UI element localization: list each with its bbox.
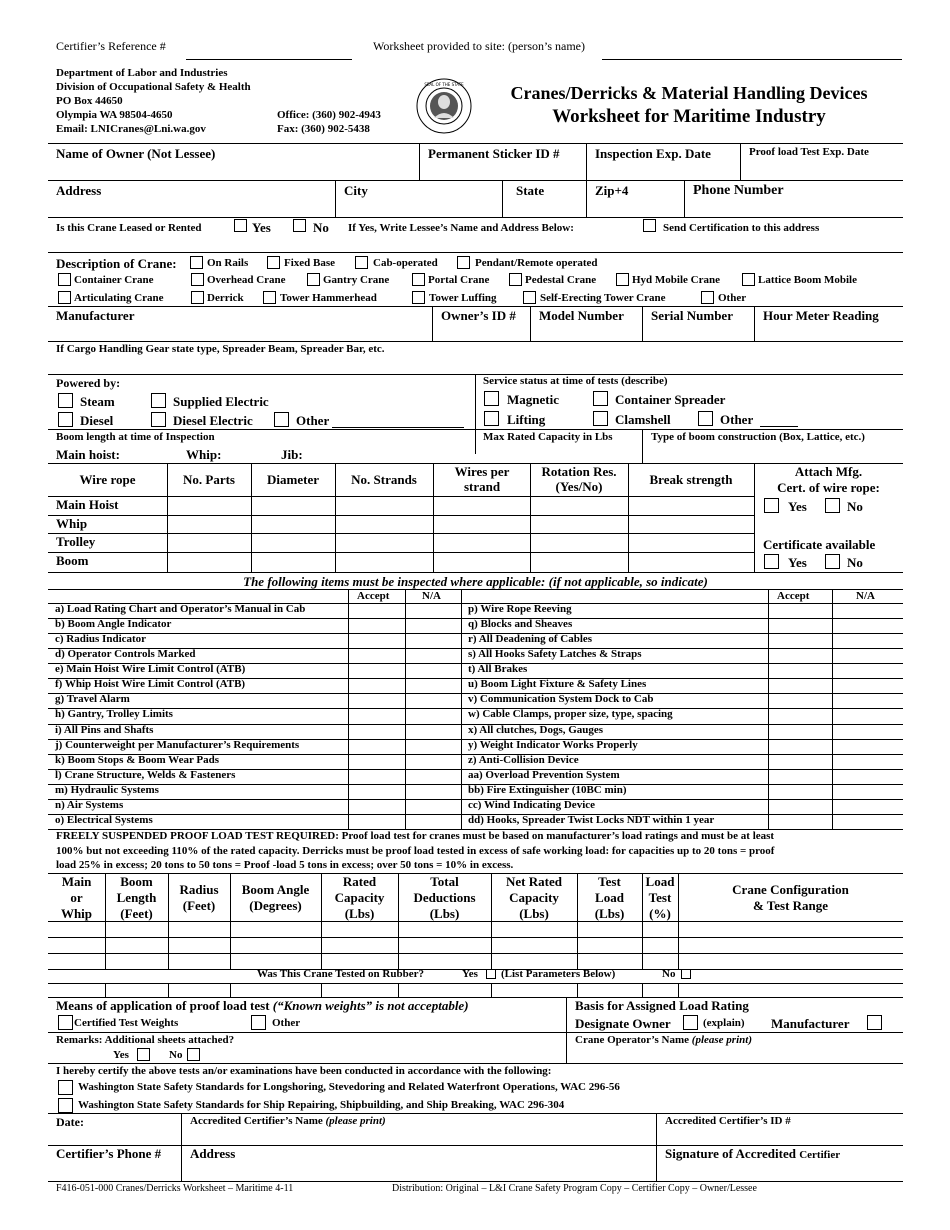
attach-mfg-label: Attach Mfg. <box>794 464 863 479</box>
description-label: Description of Crane: <box>56 256 177 271</box>
inspection-exp-label: Inspection Exp. Date <box>595 146 711 161</box>
other-crane-checkbox[interactable] <box>701 291 714 304</box>
rubber-no-checkbox[interactable] <box>681 969 691 979</box>
certifier-phone-label: Certifier’s Phone # <box>56 1146 162 1161</box>
proof-header-cell <box>642 874 678 922</box>
proof-header-cell <box>105 874 168 922</box>
accept-cell-right[interactable] <box>768 633 832 648</box>
boom-length-label: Boom length at time of Inspection <box>56 431 215 443</box>
wire-header-parts: No. Parts <box>183 472 235 487</box>
inspection-item-right: p) Wire Rope Reeving <box>468 603 572 615</box>
diesel-electric-checkbox[interactable] <box>151 412 166 427</box>
state-label: State <box>516 183 545 198</box>
proof-header-text: (Lbs) <box>594 906 625 921</box>
cargo-gear-label: If Cargo Handling Gear state type, Spreader Beam, Spreader Bar, etc. <box>56 343 385 355</box>
model-number-label: Model Number <box>539 308 624 323</box>
na-cell-left[interactable] <box>405 724 461 739</box>
accept-cell-left[interactable] <box>348 663 405 678</box>
cert-available-label: Certificate available <box>763 537 876 552</box>
whip-label: Whip: <box>186 447 222 462</box>
accept-cell-right[interactable] <box>768 799 832 814</box>
cert-avail-yes-label: Yes <box>788 555 807 570</box>
lifting-checkbox[interactable] <box>484 411 499 426</box>
steam-label: Steam <box>80 394 115 409</box>
inspection-title: The following items must be inspected where applicable: (if not applicable, so indicate) <box>243 574 708 589</box>
certified-weights-checkbox[interactable] <box>58 1015 73 1030</box>
proof-header-text: or <box>70 890 83 905</box>
inspection-item-left: h) Gantry, Trolley Limits <box>55 708 173 720</box>
cert-wire-yes-label: Yes <box>788 499 807 514</box>
accept-cell-left[interactable] <box>348 633 405 648</box>
phone-label: Phone Number <box>693 183 784 198</box>
svg-text:SEAL OF THE STATE: SEAL OF THE STATE <box>424 82 464 87</box>
pendant-remote-checkbox[interactable] <box>457 256 470 269</box>
inspection-item-left: k) Boom Stops & Boom Wear Pads <box>55 754 220 766</box>
worksheet-site-field[interactable] <box>602 59 902 60</box>
inspection-item-left: g) Travel Alarm <box>55 693 130 705</box>
na-cell-left[interactable] <box>405 693 461 708</box>
wire-row-main-hoist: Main Hoist <box>56 497 119 512</box>
inspection-item-right: z) Anti-Collision Device <box>468 754 579 766</box>
proof-load-exp-label: Proof load Test Exp. Date <box>749 146 869 158</box>
accept-cell-right[interactable] <box>768 769 832 784</box>
proof-header-text: Test <box>598 874 621 889</box>
certifier-address-label: Address <box>190 1146 236 1161</box>
wire-row-boom: Boom <box>56 553 89 568</box>
inspection-item-left: o) Electrical Systems <box>55 814 153 826</box>
cert-wire-no-label: No <box>847 499 863 514</box>
on-rails-checkbox[interactable] <box>190 256 203 269</box>
tower-luffing-checkbox[interactable] <box>412 291 425 304</box>
service-other-label: Other <box>720 412 754 427</box>
proof-header-text: Radius <box>179 882 219 897</box>
na-cell-right[interactable] <box>832 799 903 814</box>
accept-cell-left[interactable] <box>348 708 405 723</box>
proof-header-text: (Feet) <box>182 898 216 913</box>
derrick-label: Derrick <box>207 292 244 304</box>
na-cell-right[interactable] <box>832 693 903 708</box>
accept-cell-right[interactable] <box>768 754 832 769</box>
send-cert-label: Send Certification to this address <box>663 222 820 234</box>
proof-header-text: Capacity <box>509 890 559 905</box>
inspection-item-right: dd) Hooks, Spreader Twist Locks NDT within 1 year <box>468 814 715 826</box>
proof-header-cell <box>491 874 577 922</box>
accept-cell-right[interactable] <box>768 693 832 708</box>
wire-header-break: Break strength <box>649 472 733 487</box>
zip-label: Zip+4 <box>595 183 629 198</box>
lattice-boom-checkbox[interactable] <box>742 273 755 286</box>
proof-header-text: Net Rated <box>506 874 562 889</box>
proof-header-text: Capacity <box>334 890 385 905</box>
cab-operated-label: Cab-operated <box>373 257 438 269</box>
inspection-item-left: c) Radius Indicator <box>55 633 147 645</box>
proof-header-text: (Degrees) <box>249 898 302 913</box>
wire-header-strands: No. Strands <box>351 472 417 487</box>
inspection-item-right: cc) Wind Indicating Device <box>468 799 596 811</box>
hyd-mobile-crane-label: Hyd Mobile Crane <box>632 274 720 286</box>
na-cell-left[interactable] <box>405 648 461 663</box>
proof-header-text: Test <box>648 890 672 905</box>
na-cell-right[interactable] <box>832 814 903 829</box>
proof-header-text: Whip <box>60 906 93 921</box>
rubber-question: Was This Crane Tested on Rubber? <box>257 968 424 980</box>
remarks-yes-checkbox[interactable] <box>137 1048 150 1061</box>
designate-owner-label: Designate Owner <box>575 1016 671 1031</box>
na-cell-left[interactable] <box>405 814 461 829</box>
accept-cell-left[interactable] <box>348 603 405 618</box>
na-cell-right[interactable] <box>832 784 903 799</box>
cert-wire-no-checkbox[interactable] <box>825 498 840 513</box>
form-title-line1: Cranes/Derricks & Material Handling Devices <box>510 83 868 103</box>
city-zip: Olympia WA 98504-4650 <box>56 109 173 121</box>
distribution: Distribution: Original – L&I Crane Safety Program Copy – Certifier Copy – Owner/Lessee <box>392 1183 757 1194</box>
magnetic-checkbox[interactable] <box>484 391 499 406</box>
accept-cell-right[interactable] <box>768 724 832 739</box>
cert-wire-yes-checkbox[interactable] <box>764 498 779 513</box>
leased-no-checkbox[interactable] <box>293 219 306 232</box>
diesel-electric-label: Diesel Electric <box>173 413 253 428</box>
proof-header-cell <box>577 874 642 922</box>
jib-label: Jib: <box>281 447 303 462</box>
wire-row-whip: Whip <box>56 516 88 531</box>
division-name: Division of Occupational Safety & Health <box>56 81 251 93</box>
proof-header-text: (Feet) <box>120 906 153 921</box>
certify-statement: I hereby certify the above tests an/or examinations have been conducted in accordance with the following: <box>56 1065 552 1077</box>
means-other-label: Other <box>272 1017 301 1029</box>
na-cell-right[interactable] <box>832 633 903 648</box>
proof-header-text: Load <box>645 874 675 889</box>
cert-avail-no-label: No <box>847 555 863 570</box>
accept-cell-left[interactable] <box>348 724 405 739</box>
sticker-id-label: Permanent Sticker ID # <box>428 146 560 161</box>
form-title-line2: Worksheet for Maritime Industry <box>552 106 826 127</box>
rubber-yes-checkbox[interactable] <box>486 969 496 979</box>
na-cell-right[interactable] <box>832 754 903 769</box>
basis-manufacturer-checkbox[interactable] <box>867 1015 882 1030</box>
inspection-item-right: t) All Brakes <box>468 663 528 675</box>
date-label: Date: <box>56 1115 84 1129</box>
fixed-base-checkbox[interactable] <box>267 256 280 269</box>
na-header-left: N/A <box>422 590 441 602</box>
accept-cell-right[interactable] <box>768 814 832 829</box>
service-other-checkbox[interactable] <box>698 411 713 426</box>
steam-checkbox[interactable] <box>58 393 73 408</box>
na-cell-left[interactable] <box>405 739 461 754</box>
accept-cell-right[interactable] <box>768 603 832 618</box>
wac-296-304-label: Washington State Safety Standards for Ship Repairing, Shipbuilding, and Ship Breaking, WAC 296-304 <box>78 1099 565 1111</box>
accept-cell-left[interactable] <box>348 739 405 754</box>
proof-header-text: (Lbs) <box>429 906 460 921</box>
powered-by-label: Powered by: <box>56 376 121 390</box>
other-crane-label: Other <box>718 292 747 304</box>
address-label: Address <box>56 183 102 198</box>
certifier-id-label: Accredited Certifier’s ID # <box>665 1115 791 1127</box>
means-label: Means of application of proof load test (“Known weights” is not acceptable) <box>56 998 469 1013</box>
proof-header-text: Rated <box>342 874 377 889</box>
accept-cell-left[interactable] <box>348 648 405 663</box>
tower-hammerhead-label: Tower Hammerhead <box>280 292 377 304</box>
container-crane-checkbox[interactable] <box>58 273 71 286</box>
na-cell-left[interactable] <box>405 603 461 618</box>
main-hoist-label: Main hoist: <box>56 447 120 462</box>
inspection-item-left: m) Hydraulic Systems <box>55 784 159 796</box>
po-box: PO Box 44650 <box>56 95 123 107</box>
power-other-field[interactable] <box>332 427 464 428</box>
na-cell-right[interactable] <box>832 618 903 633</box>
na-cell-left[interactable] <box>405 754 461 769</box>
accept-cell-left[interactable] <box>348 693 405 708</box>
gantry-crane-checkbox[interactable] <box>307 273 320 286</box>
na-cell-left[interactable] <box>405 663 461 678</box>
inspection-item-left: a) Load Rating Chart and Operator’s Manual in Cab <box>55 603 306 615</box>
proof-header-text: Total <box>430 874 459 889</box>
remarks-label: Remarks: Additional sheets attached? <box>56 1034 235 1046</box>
proof-header-cell <box>398 874 491 922</box>
proof-header-text: (%) <box>649 906 671 921</box>
derrick-checkbox[interactable] <box>191 291 204 304</box>
inspection-item-right: u) Boom Light Fixture & Safety Lines <box>468 678 647 690</box>
power-other-checkbox[interactable] <box>274 412 289 427</box>
self-erecting-checkbox[interactable] <box>523 291 536 304</box>
proof-header-text: & Test Range <box>752 898 829 913</box>
leased-yes-label: Yes <box>252 220 271 235</box>
rubber-list-label: (List Parameters Below) <box>501 968 616 980</box>
overhead-crane-checkbox[interactable] <box>191 273 204 286</box>
overhead-crane-label: Overhead Crane <box>207 274 286 286</box>
proof-header-text: (Lbs) <box>344 906 375 921</box>
na-cell-right[interactable] <box>832 708 903 723</box>
fixed-base-label: Fixed Base <box>284 257 336 269</box>
certified-weights-label: Certified Test Weights <box>74 1017 179 1029</box>
inspection-item-left: d) Operator Controls Marked <box>55 648 196 660</box>
inspection-item-right: aa) Overload Prevention System <box>468 769 620 781</box>
rubber-yes-label: Yes <box>462 968 478 980</box>
na-cell-right[interactable] <box>832 663 903 678</box>
na-cell-left[interactable] <box>405 784 461 799</box>
means-other-checkbox[interactable] <box>251 1015 266 1030</box>
service-other-field[interactable] <box>760 426 798 427</box>
portal-crane-checkbox[interactable] <box>412 273 425 286</box>
proof-header-cell <box>168 882 230 914</box>
self-erecting-label: Self-Erecting Tower Crane <box>540 292 666 304</box>
inspection-item-left: i) All Pins and Shafts <box>55 724 154 736</box>
accept-cell-right[interactable] <box>768 618 832 633</box>
worksheet-site-label: Worksheet provided to site: (person’s name) <box>373 39 585 53</box>
accept-cell-left[interactable] <box>348 814 405 829</box>
power-other-label: Other <box>296 413 330 428</box>
email: Email: LNICranes@Lni.wa.gov <box>56 123 206 135</box>
remarks-no-label: No <box>169 1049 183 1061</box>
proof-header-text: Boom <box>120 874 153 889</box>
accept-cell-left[interactable] <box>348 769 405 784</box>
inspection-item-right: y) Weight Indicator Works Properly <box>468 739 638 751</box>
na-cell-right[interactable] <box>832 739 903 754</box>
cab-operated-checkbox[interactable] <box>355 256 368 269</box>
inspection-item-left: e) Main Hoist Wire Limit Control (ATB) <box>55 663 246 675</box>
tower-luffing-label: Tower Luffing <box>429 292 497 304</box>
designate-owner-checkbox[interactable] <box>683 1015 698 1030</box>
accept-cell-right[interactable] <box>768 678 832 693</box>
wire-header-rotation: Rotation Res. (Yes/No) <box>541 464 617 494</box>
inspection-table <box>48 603 903 829</box>
na-cell-left[interactable] <box>405 769 461 784</box>
manufacturer-label: Manufacturer <box>56 308 135 323</box>
remarks-no-checkbox[interactable] <box>187 1048 200 1061</box>
certifier-reference-label: Certifier’s Reference # <box>56 39 166 53</box>
cert-wire-label: Cert. of wire rope: <box>777 480 880 495</box>
owner-id-label: Owner’s ID # <box>441 308 516 323</box>
inspection-item-left: n) Air Systems <box>55 799 124 811</box>
inspection-item-right: bb) Fire Extinguisher (10BC min) <box>468 784 627 796</box>
proof-header-cell <box>321 874 398 922</box>
boom-type-label: Type of boom construction (Box, Lattice, etc.) <box>651 431 865 443</box>
inspection-item-right: s) All Hooks Safety Latches & Straps <box>468 648 642 660</box>
city-label: City <box>344 183 368 198</box>
accept-cell-left[interactable] <box>348 799 405 814</box>
portal-crane-label: Portal Crane <box>428 274 490 286</box>
hour-meter-label: Hour Meter Reading <box>763 308 879 323</box>
proof-header-text: Main <box>61 874 92 889</box>
diesel-label: Diesel <box>80 413 114 428</box>
leased-question: Is this Crane Leased or Rented <box>56 222 202 234</box>
articulating-crane-checkbox[interactable] <box>58 291 71 304</box>
proof-header-cell <box>48 874 105 922</box>
na-cell-left[interactable] <box>405 708 461 723</box>
container-crane-label: Container Crane <box>74 274 154 286</box>
pedestal-crane-label: Pedestal Crane <box>525 274 597 286</box>
accept-cell-left[interactable] <box>348 618 405 633</box>
certifier-name-label: Accredited Certifier’s Name (please print) <box>190 1115 386 1127</box>
leased-no-label: No <box>313 220 329 235</box>
inspection-item-left: b) Boom Angle Indicator <box>55 618 172 630</box>
rubber-no-label: No <box>662 968 676 980</box>
na-cell-right[interactable] <box>832 648 903 663</box>
fax-number: Fax: (360) 902-5438 <box>277 123 370 135</box>
max-capacity-label: Max Rated Capacity in Lbs <box>483 431 613 443</box>
service-status-label: Service status at time of tests (describe) <box>483 375 668 387</box>
lessee-instruction: If Yes, Write Lessee’s Name and Address Below: <box>348 222 574 234</box>
na-cell-right[interactable] <box>832 769 903 784</box>
remarks-yes-label: Yes <box>113 1049 129 1061</box>
send-cert-checkbox[interactable] <box>643 219 656 232</box>
pedestal-crane-checkbox[interactable] <box>509 273 522 286</box>
wire-row-trolley: Trolley <box>56 534 96 549</box>
diesel-checkbox[interactable] <box>58 412 73 427</box>
wire-header-rope: Wire rope <box>79 472 136 487</box>
accept-cell-left[interactable] <box>348 678 405 693</box>
accept-header-left: Accept <box>357 590 390 602</box>
proof-text-line2: 100% but not exceeding 110% of the rated capacity. Derricks must be proof load tested in excess of safe working load: for capacities up to 20 tons = proof <box>56 845 775 857</box>
cert-avail-yes-checkbox[interactable] <box>764 554 779 569</box>
accept-cell-right[interactable] <box>768 784 832 799</box>
washington-state-seal <box>416 78 472 134</box>
serial-number-label: Serial Number <box>651 308 733 323</box>
inspection-item-left: f) Whip Hoist Wire Limit Control (ATB) <box>55 678 246 690</box>
clamshell-label: Clamshell <box>615 412 671 427</box>
cert-avail-no-checkbox[interactable] <box>825 554 840 569</box>
na-cell-left[interactable] <box>405 633 461 648</box>
inspection-item-right: v) Communication System Dock to Cab <box>468 693 654 705</box>
proof-header-text: Length <box>116 890 157 905</box>
accept-header-right: Accept <box>777 590 810 602</box>
proof-header-text: Deductions <box>413 890 476 905</box>
explain-label: (explain) <box>703 1017 745 1029</box>
lattice-boom-label: Lattice Boom Mobile <box>758 274 857 286</box>
proof-header-cell <box>230 882 321 914</box>
inspection-item-right: w) Cable Clamps, proper size, type, spacing <box>468 708 673 720</box>
inspection-item-left: l) Crane Structure, Welds & Fasteners <box>55 769 236 781</box>
container-spreader-checkbox[interactable] <box>593 391 608 406</box>
proof-text-line3: load 25% in excess; 20 tons to 50 tons = Proof -load 5 tons in excess; over 50 tons = 10% in excess. <box>56 859 514 871</box>
wac-296-56-label: Washington State Safety Standards for Longshoring, Stevedoring and Related Waterfront Operations, WAC 296-56 <box>78 1081 620 1093</box>
inspection-item-right: r) All Deadening of Cables <box>468 633 593 645</box>
na-cell-left[interactable] <box>405 618 461 633</box>
pendant-remote-label: Pendant/Remote operated <box>475 257 598 269</box>
wire-header-diameter: Diameter <box>267 472 319 487</box>
office-phone: Office: (360) 902-4943 <box>277 109 381 121</box>
clamshell-checkbox[interactable] <box>593 411 608 426</box>
inspection-item-left: j) Counterweight per Manufacturer’s Requirements <box>55 739 300 751</box>
accept-cell-left[interactable] <box>348 754 405 769</box>
na-cell-left[interactable] <box>405 799 461 814</box>
owner-name-label: Name of Owner (Not Lessee) <box>56 146 216 161</box>
accept-cell-left[interactable] <box>348 784 405 799</box>
proof-header-text: (Lbs) <box>519 906 549 921</box>
na-cell-right[interactable] <box>832 603 903 618</box>
articulating-crane-label: Articulating Crane <box>74 292 164 304</box>
gantry-crane-label: Gantry Crane <box>323 274 390 286</box>
inspection-item-right: x) All clutches, Dogs, Gauges <box>468 724 604 736</box>
proof-header-text: Crane Configuration <box>732 882 849 897</box>
na-header-right: N/A <box>856 590 875 602</box>
basis-label: Basis for Assigned Load Rating <box>575 998 749 1013</box>
wac-296-304-checkbox[interactable] <box>58 1098 73 1113</box>
container-spreader-label: Container Spreader <box>615 392 726 407</box>
operator-name-label: Crane Operator’s Name (please print) <box>575 1034 752 1046</box>
hyd-mobile-crane-checkbox[interactable] <box>616 273 629 286</box>
lifting-label: Lifting <box>507 412 546 427</box>
form-number: F416-051-000 Cranes/Derricks Worksheet – Maritime 4-11 <box>56 1183 294 1194</box>
accept-cell-right[interactable] <box>768 663 832 678</box>
on-rails-label: On Rails <box>207 257 249 269</box>
leased-yes-checkbox[interactable] <box>234 219 247 232</box>
dept-name: Department of Labor and Industries <box>56 67 228 79</box>
wac-296-56-checkbox[interactable] <box>58 1080 73 1095</box>
accept-cell-right[interactable] <box>768 708 832 723</box>
proof-header-cell <box>678 882 903 914</box>
supplied-electric-checkbox[interactable] <box>151 393 166 408</box>
proof-text-line1: FREELY SUSPENDED PROOF LOAD TEST REQUIRED: Proof load test for cranes must be based on manufacturer’s load ratings and must be at least <box>56 830 775 842</box>
accept-cell-right[interactable] <box>768 739 832 754</box>
proof-header-text: Load <box>595 890 624 905</box>
accept-cell-right[interactable] <box>768 648 832 663</box>
wire-header-wires: Wires per strand <box>454 464 510 494</box>
tower-hammerhead-checkbox[interactable] <box>263 291 276 304</box>
proof-header-text: Boom Angle <box>241 882 310 897</box>
na-cell-right[interactable] <box>832 678 903 693</box>
inspection-item-right: q) Blocks and Sheaves <box>468 618 573 630</box>
supplied-electric-label: Supplied Electric <box>173 394 269 409</box>
na-cell-left[interactable] <box>405 678 461 693</box>
signature-label: Signature of Accredited Certifier <box>665 1146 841 1161</box>
na-cell-right[interactable] <box>832 724 903 739</box>
basis-manufacturer-label: Manufacturer <box>771 1016 850 1031</box>
certifier-reference-field[interactable] <box>186 59 352 60</box>
magnetic-label: Magnetic <box>507 392 559 407</box>
